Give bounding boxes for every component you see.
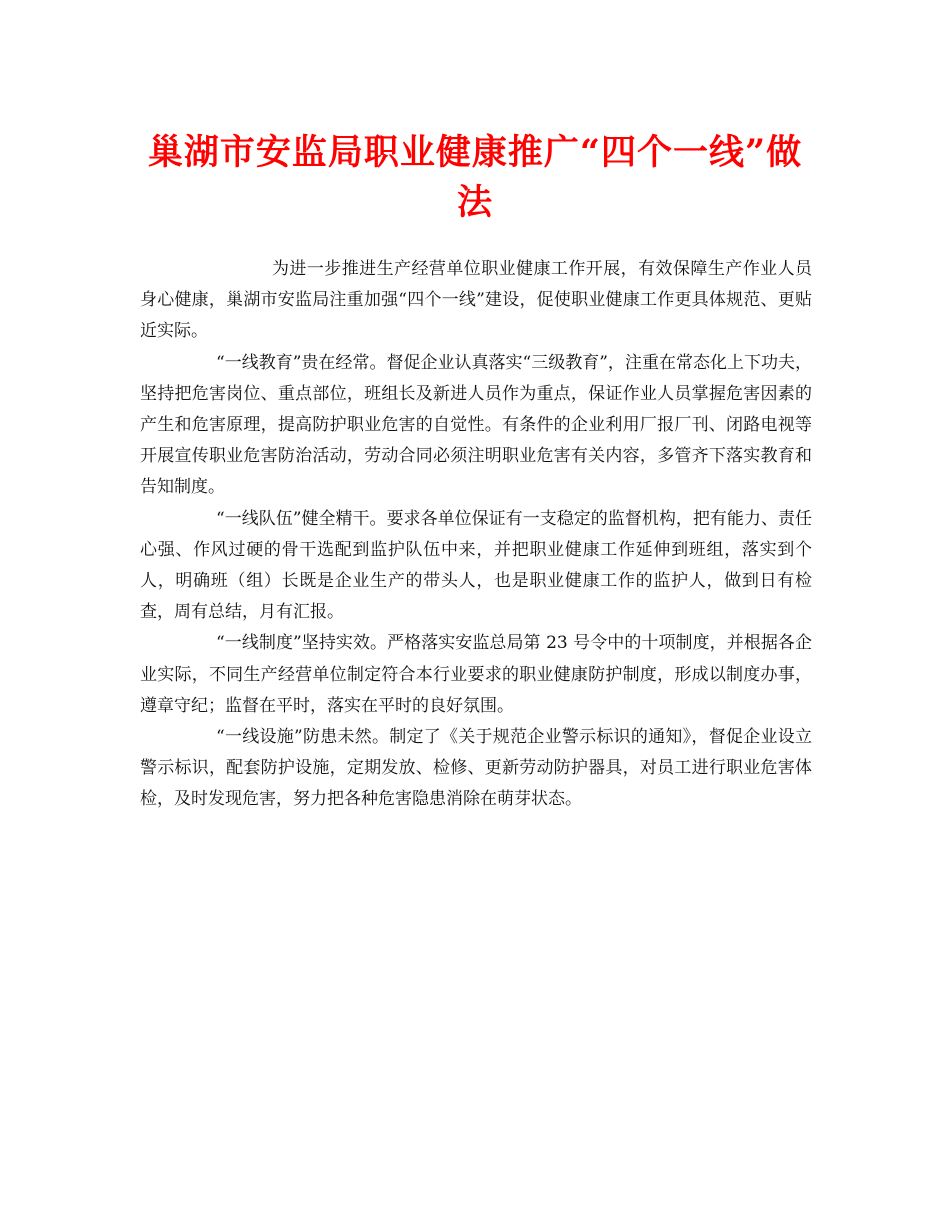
paragraph-team: “一线队伍”健全精干。要求各单位保证有一支稳定的监督机构，把有能力、责任心强、作风过硬的骨干选配到监护队伍中来，并把职业健康工作延伸到班组，落实到个人，明确班（组）长既是企业生产的带头人，也是职业健康工作的监护人，做到日有检查，周有总结，月有汇报。 [140,508,812,623]
paragraph-education: “一线教育”贵在经常。督促企业认真落实“三级教育”，注重在常态化上下功夫，坚持把危害岗位、重点部位，班组长及新进人员作为重点，保证作业人员掌握危害因素的产生和危害原理，提高防护职业危害的自觉性。有条件的企业利用厂报厂刊、闭路电视等开展宣传职业危害防治活动，劳动合同必须注明职业危害有关内容，多管齐下落实教育和告知制度。 [140,352,812,498]
document-body [140,254,812,816]
document-title: 巢湖市安监局职业健康推广“四个一线”做法 [147,132,803,223]
paragraph-system: “一线制度”坚持实效。严格落实安监总局第 23 号令中的十项制度，并根据各企业实际，不同生产经营单位制定符合本行业要求的职业健康防护制度，形成以制度办事，遵章守纪；监督在平时，落实在平时的良好氛围。 [140,633,812,716]
paragraph-intro: 为进一步推进生产经营单位职业健康工作开展，有效保障生产作业人员身心健康，巢湖市安监局注重加强“四个一线”建设，促使职业健康工作更具体规范、更贴近实际。 [140,259,812,342]
paragraph-facilities: “一线设施”防患未然。制定了《关于规范企业警示标识的通知》，督促企业设立警示标识，配套防护设施，定期发放、检修、更新劳动防护器具，对员工进行职业危害体检，及时发现危害，努力把各种危害隐患消除在萌芽状态。 [140,727,812,810]
